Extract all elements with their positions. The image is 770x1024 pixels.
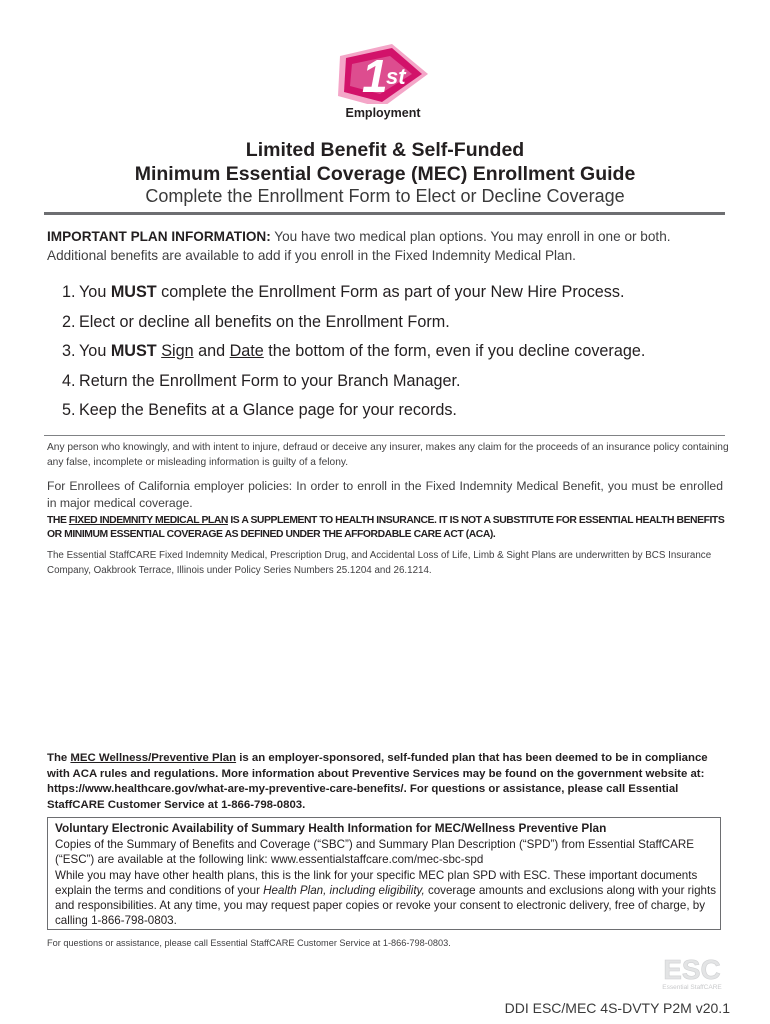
document-code: DDI ESC/MEC 4S-DVTY P2M v20.1 (504, 1000, 730, 1016)
important-plan-info (47, 228, 727, 265)
california-notice: For Enrollees of California employer policies: In order to enroll in the Fixed Indemnity Medical Benefit, you must be enrolled in major medical coverage. (47, 479, 723, 510)
header-divider (44, 212, 725, 215)
page-title-line2: Minimum Essential Coverage (MEC) Enrollment Guide (134, 163, 636, 185)
esc-logo (652, 953, 732, 993)
logo-suffix: st (386, 64, 406, 89)
step-1: 1. You MUST complete the Enrollment Form as part of your New Hire Process. (62, 283, 625, 301)
footer-questions: For questions or assistance, please call Essential StaffCARE Customer Service at 1-866-798-0803. (47, 938, 451, 948)
steps-divider (44, 435, 725, 436)
step-4: 4. Return the Enrollment Form to your Branch Manager. (62, 371, 461, 390)
logo-name: Employment (345, 106, 421, 120)
step-5: 5. Keep the Benefits at a Glance page for your records. (62, 401, 457, 420)
page-title-line1: Limited Benefit & Self-Funded (245, 139, 525, 161)
underwriting-notice: The Essential StaffCARE Fixed Indemnity Medical, Prescription Drug, and Accidental Loss of Life, Limb & Sight Plans are underwritten by BCS Insurance Company, Oakbrook Terrace, Illinois under Policy Series Numbers 25.1204 and 26.1214. (47, 550, 712, 576)
first-employment-logo-icon (332, 42, 434, 124)
employment-logo (332, 42, 434, 124)
fraud-notice: Any person who knowingly, and with intent to injure, defraud or deceive any insurer, makes any claim for the proceeds of an insurance policy containing any false, incomplete or misleading information is guilty of a felony. (47, 442, 729, 468)
step-3: 3. You MUST Sign and Date the bottom of the form, even if you decline coverage. (62, 342, 646, 361)
voluntary-box-title: Voluntary Electronic Availability of Summary Health Information for MEC/Wellness Preventive Plan (55, 821, 607, 835)
important-label: IMPORTANT PLAN INFORMATION: (47, 229, 271, 244)
voluntary-box-text (55, 837, 718, 929)
esc-logo-icon (652, 953, 732, 993)
mec-plan-notice: The MEC Wellness/Preventive Plan is an employer-sponsored, self-funded plan that has been deemed to be in compliance with ACA rules and regulations. More information about Preventive Services may be found on the government website at: https://www.healthcare.gov/what-are-my-preventive-care-benefits/. For questions or assistance, please call Essential StaffCARE Customer Service at 1-866-798-0803. (47, 752, 708, 811)
svg-text:Essential StaffCARE: Essential StaffCARE (662, 984, 722, 991)
voluntary-para-2: While you may have other health plans, this is the link for your specific MEC plan SPD with ESC. These important documents explain the terms and conditions of your Health Plan, including eligibility, coverage amounts and exclusions along with your rights and responsibilities. At any time, you may request paper copies or revoke your consent to electronic delivery, free of charge, by calling 1-866-798-0803. (55, 868, 717, 928)
important-text: You have two medical plan options. You may enroll in one or both. Additional benefits are available to add if you enroll in the Fixed Indemnity Medical Plan. (47, 229, 671, 263)
enrollment-steps (62, 278, 752, 426)
fixed-indemnity-notice: THE FIXED INDEMNITY MEDICAL PLAN IS A SUPPLEMENT TO HEALTH INSURANCE. IT IS NOT A SUBSTITUTE FOR ESSENTIAL HEALTH BENEFITS OR MINIMUM ESSENTIAL COVERAGE AS DEFINED UNDER THE AFFORDABLE CARE ACT (ACA). (47, 515, 725, 540)
svg-text:ESC: ESC (663, 954, 721, 985)
voluntary-para-1: Copies of the Summary of Benefits and Coverage (“SBC”) and Summary Plan Description (“SPD”) from Essential StaffCARE (“ESC”) are available at the following link: www.essentialstaffcare.com/mec-sbc-spd (55, 838, 694, 867)
page-subtitle: Complete the Enrollment Form to Elect or Decline Coverage (145, 186, 625, 206)
logo-number: 1 (362, 50, 388, 102)
step-2: 2. Elect or decline all benefits on the Enrollment Form. (62, 312, 450, 331)
